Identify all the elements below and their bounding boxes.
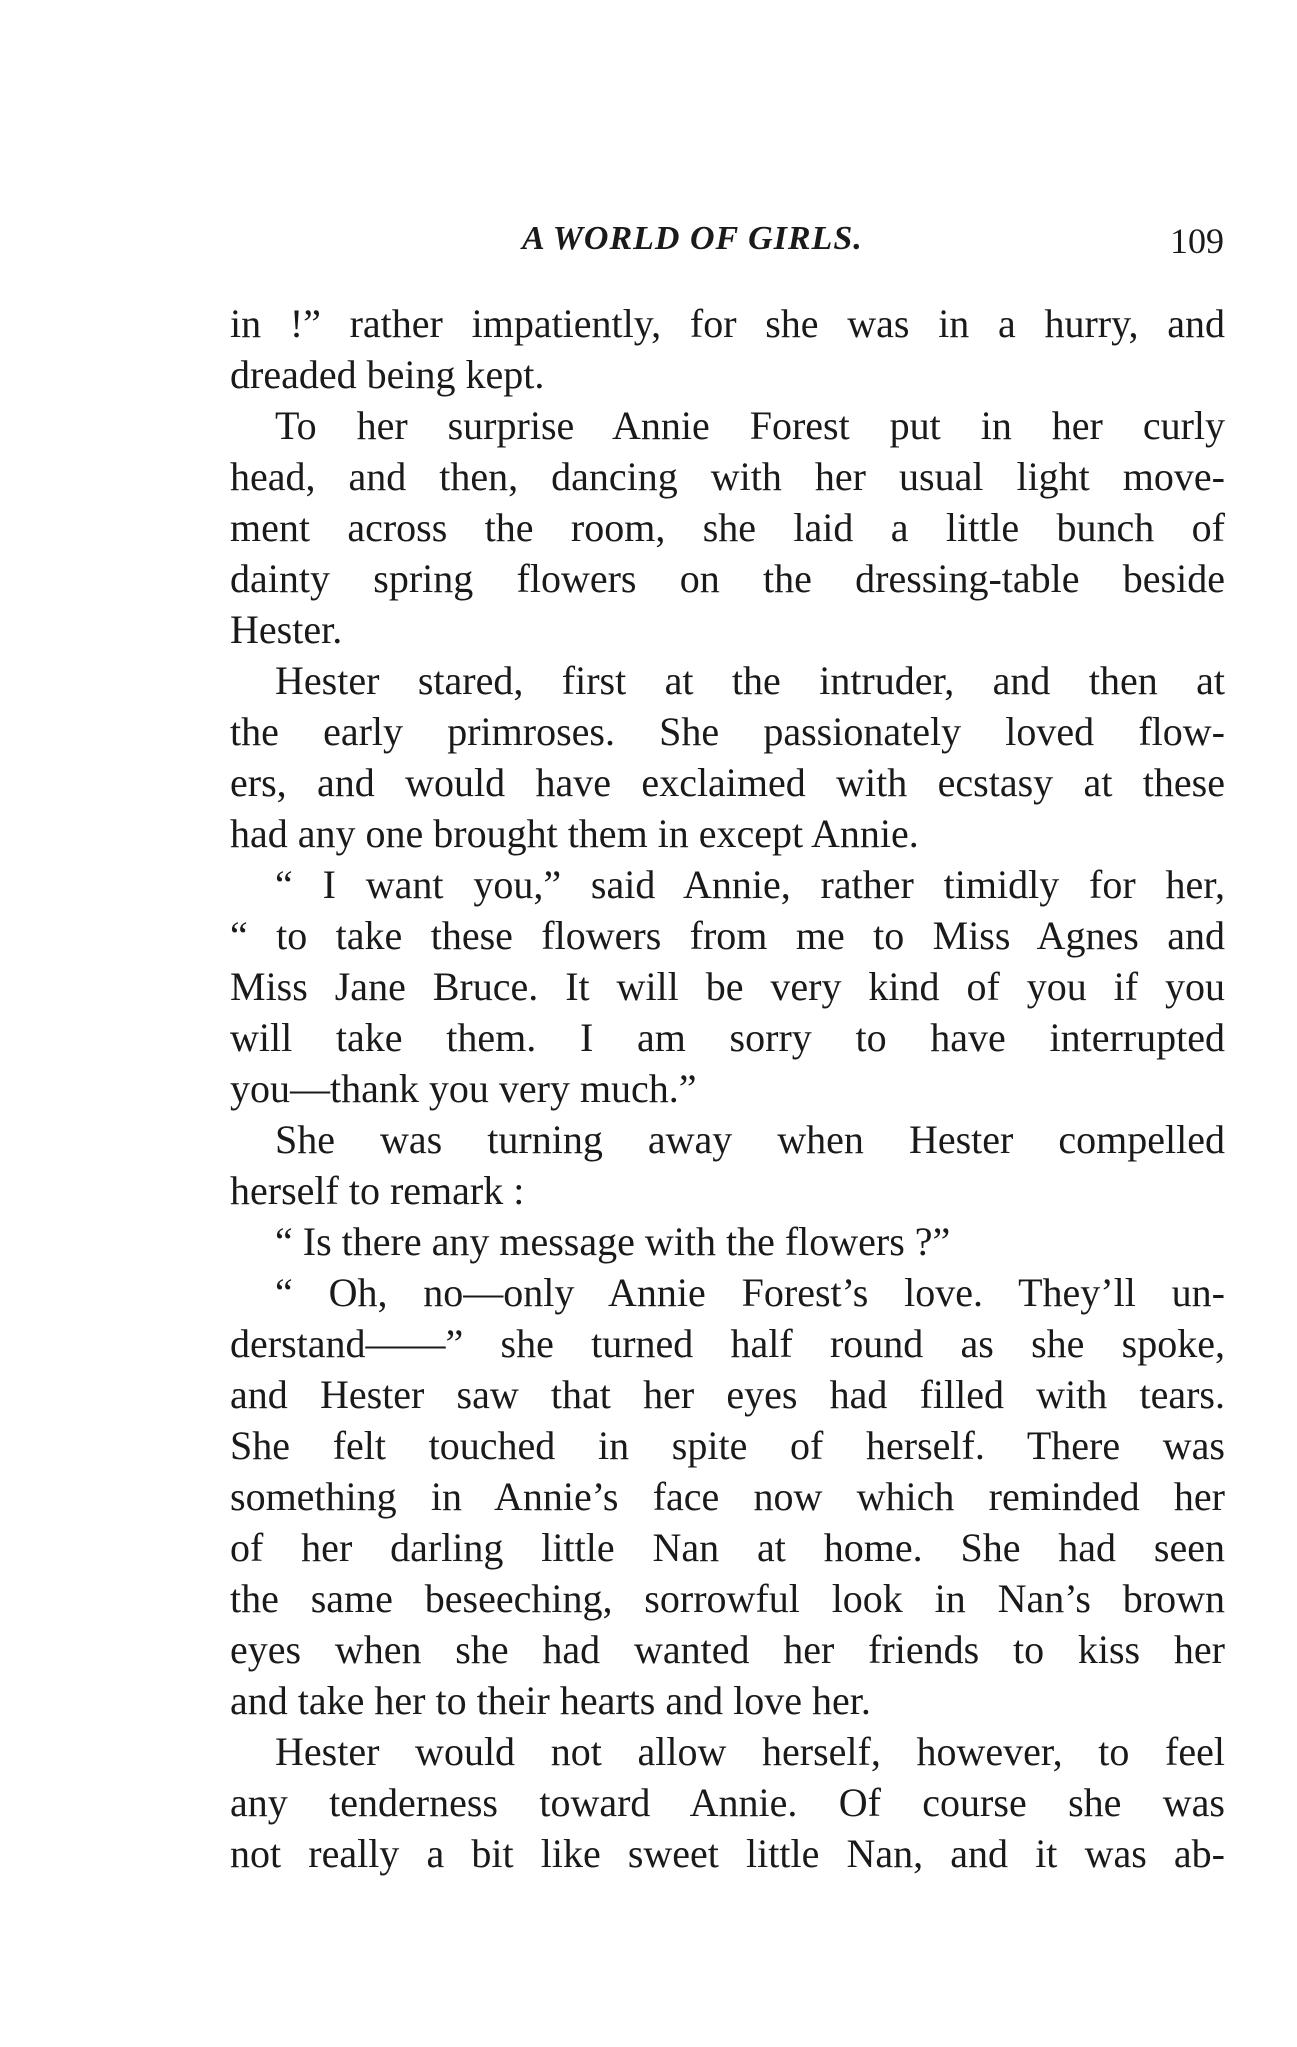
text-line: dreaded being kept. xyxy=(230,352,545,397)
text-line: derstand——” she turned half round as she spoke, xyxy=(230,1321,1225,1366)
text-line: you—thank you very much.” xyxy=(230,1066,697,1111)
text-line: not really a bit like sweet little Nan, and it was ab- xyxy=(230,1831,1225,1876)
text-line: the early primroses. She passionately loved flow- xyxy=(230,709,1225,754)
running-head xyxy=(232,220,1224,270)
body-text xyxy=(230,298,1225,1879)
text-line: ment across the room, she laid a little bunch of xyxy=(230,505,1225,550)
text-line: in !” rather impatiently, for she was in a hurry, and xyxy=(230,301,1225,346)
text-line: had any one brought them in except Annie. xyxy=(230,811,919,856)
text-line: and Hester saw that her eyes had filled with tears. xyxy=(230,1372,1225,1417)
text-line: Hester would not allow herself, however, to feel xyxy=(275,1729,1225,1774)
text-line: Hester stared, first at the intruder, and then at xyxy=(275,658,1225,703)
text-line: Miss Jane Bruce. It will be very kind of you if you xyxy=(230,964,1225,1009)
text-line: any tenderness toward Annie. Of course she was xyxy=(230,1780,1225,1825)
text-line: “ I want you,” said Annie, rather timidly for her, xyxy=(275,862,1225,907)
text-line: She was turning away when Hester compelled xyxy=(275,1117,1225,1162)
text-line: herself to remark : xyxy=(230,1168,525,1213)
text-line: head, and then, dancing with her usual light move- xyxy=(230,454,1225,499)
text-line: the same beseeching, sorrowful look in Nan’s brown xyxy=(230,1576,1225,1621)
running-title: A WORLD OF GIRLS. xyxy=(522,220,863,257)
text-line: of her darling little Nan at home. She had seen xyxy=(230,1525,1225,1570)
text-line: “ Oh, no—only Annie Forest’s love. They’ll un- xyxy=(275,1270,1225,1315)
text-line: eyes when she had wanted her friends to kiss her xyxy=(230,1627,1225,1672)
text-line: ers, and would have exclaimed with ecstasy at these xyxy=(230,760,1225,805)
text-line: “ Is there any message with the flowers ?” xyxy=(275,1219,951,1264)
text-line: To her surprise Annie Forest put in her curly xyxy=(275,403,1225,448)
page-number: 109 xyxy=(1170,221,1224,261)
text-line: “ to take these flowers from me to Miss Agnes and xyxy=(230,913,1225,958)
text-line: will take them. I am sorry to have interrupted xyxy=(230,1015,1225,1060)
text-line: and take her to their hearts and love her. xyxy=(230,1678,871,1723)
text-line: dainty spring flowers on the dressing-table beside xyxy=(230,556,1225,601)
text-line: She felt touched in spite of herself. There was xyxy=(230,1423,1225,1468)
text-line: Hester. xyxy=(230,607,343,652)
text-line: something in Annie’s face now which reminded her xyxy=(230,1474,1225,1519)
